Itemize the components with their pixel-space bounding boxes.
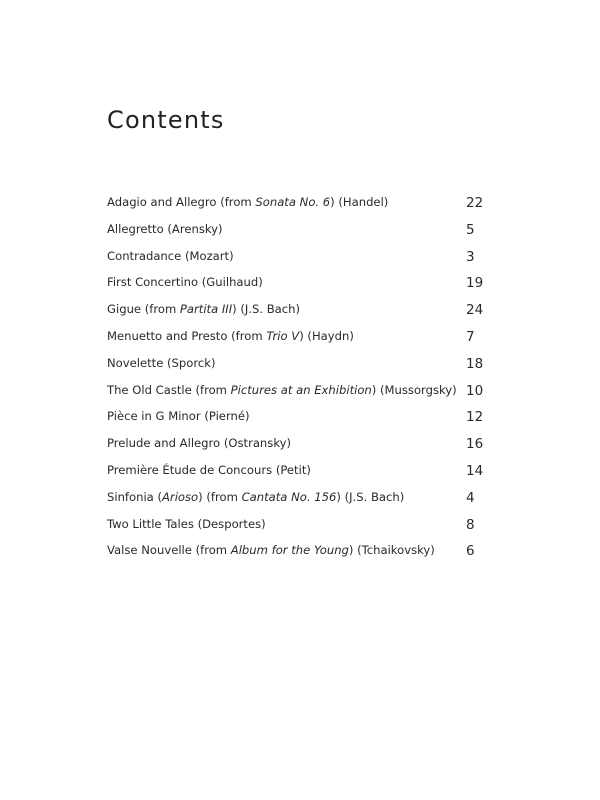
toc-entry xyxy=(107,434,487,461)
toc-entry-title xyxy=(107,329,354,343)
toc-entry-title-italic-part: Sonata No. 6 xyxy=(255,195,331,209)
toc-entry-title xyxy=(107,222,223,236)
toc-entry-title-part: ) (Tchaikovsky) xyxy=(348,543,435,558)
toc-entry-page-number: 4 xyxy=(466,489,475,506)
toc-entry-title-part: Valse Nouvelle (from xyxy=(107,543,231,558)
toc-entry-page-number: 3 xyxy=(466,248,475,265)
toc-entry-title xyxy=(107,275,263,289)
toc-entry xyxy=(107,461,487,488)
toc-entry-title xyxy=(107,490,404,504)
toc-entry-title-part: Contradance (Mozart) xyxy=(107,248,234,263)
toc-entry xyxy=(107,354,487,381)
toc-entry-title xyxy=(107,383,457,397)
toc-entry xyxy=(107,327,487,354)
toc-entry-title-part: ) (Handel) xyxy=(330,195,389,209)
toc-entry xyxy=(107,273,487,300)
toc-entry-title xyxy=(107,436,291,450)
toc-entry xyxy=(107,300,487,327)
toc-entry xyxy=(107,515,487,542)
toc-entry-title-part: ) (J.S. Bach) xyxy=(232,302,301,317)
toc-entry-page-number: 7 xyxy=(466,328,475,345)
toc-entry-page-number: 8 xyxy=(466,516,475,533)
toc-entry-title-part: ) (Haydn) xyxy=(299,328,354,343)
toc-entry-page-number: 10 xyxy=(466,382,484,399)
toc-entry-page-number: 16 xyxy=(466,436,484,453)
toc-entry-title-part: The Old Castle (from xyxy=(107,382,231,397)
toc-entry-title xyxy=(107,249,234,263)
toc-entry-page-number: 6 xyxy=(466,543,475,560)
toc-entry xyxy=(107,381,487,408)
toc-entry-page-number: 14 xyxy=(466,462,484,479)
toc-entry-page-number: 12 xyxy=(466,409,484,426)
toc-entry-title-part: Allegretto (Arensky) xyxy=(107,221,223,236)
toc-entry xyxy=(107,407,487,434)
toc-entry-title xyxy=(107,463,311,477)
toc-entry-title-part: ) (from xyxy=(198,489,242,504)
toc-entry-title-part: Novelette (Sporck) xyxy=(107,355,216,370)
toc-entry-title xyxy=(107,543,435,557)
toc-entry-title xyxy=(107,356,215,370)
toc-entry-title-part: Gigue (from xyxy=(107,302,180,317)
toc-entry-title-part: Sinfonia ( xyxy=(107,489,162,504)
toc-entry-title xyxy=(107,302,300,316)
toc-entry-page-number: 22 xyxy=(466,195,484,211)
toc-entry xyxy=(107,247,487,274)
toc-entry-page-number: 18 xyxy=(466,355,484,372)
toc-entry-page-number: 24 xyxy=(466,302,484,319)
toc-entry-title xyxy=(107,409,250,423)
toc-entry-title-italic-part: Album for the Young xyxy=(230,543,349,558)
toc-entry-title-italic-part: Cantata No. 156 xyxy=(241,489,337,504)
toc-entry-title-part: Two Little Tales (Desportes) xyxy=(107,516,266,531)
toc-entry-page-number: 19 xyxy=(466,275,484,292)
toc-entry-title-part: First Concertino (Guilhaud) xyxy=(107,275,263,290)
toc-entry-title-part: Pièce in G Minor (Pierné) xyxy=(107,409,250,424)
toc-entry-title-part: Première Étude de Concours (Petit) xyxy=(107,462,311,477)
toc-entry-title-part: Menuetto and Presto (from xyxy=(107,328,267,343)
toc-entry-title-part: ) (Mussorgsky) xyxy=(371,382,457,397)
toc-entry-title-italic-part: Trio V xyxy=(266,328,300,343)
toc-entry xyxy=(107,220,487,247)
toc-entry-title-italic-part: Partita III xyxy=(179,302,233,317)
toc-entry-title-part: Prelude and Allegro (Ostransky) xyxy=(107,436,292,451)
table-of-contents xyxy=(107,193,487,568)
page-title: Contents xyxy=(107,106,225,134)
toc-entry-page-number: 5 xyxy=(466,221,475,238)
toc-entry-title xyxy=(107,517,266,531)
toc-entry xyxy=(107,193,487,220)
toc-entry-title xyxy=(107,195,388,209)
toc-entry-title-italic-part: Pictures at an Exhibition xyxy=(230,382,372,397)
toc-entry xyxy=(107,541,487,568)
toc-entry xyxy=(107,488,487,515)
toc-entry-title-part: ) (J.S. Bach) xyxy=(336,489,405,504)
toc-entry-title-italic-part: Arioso xyxy=(162,489,199,504)
toc-entry-title-part: Adagio and Allegro (from xyxy=(107,195,256,209)
